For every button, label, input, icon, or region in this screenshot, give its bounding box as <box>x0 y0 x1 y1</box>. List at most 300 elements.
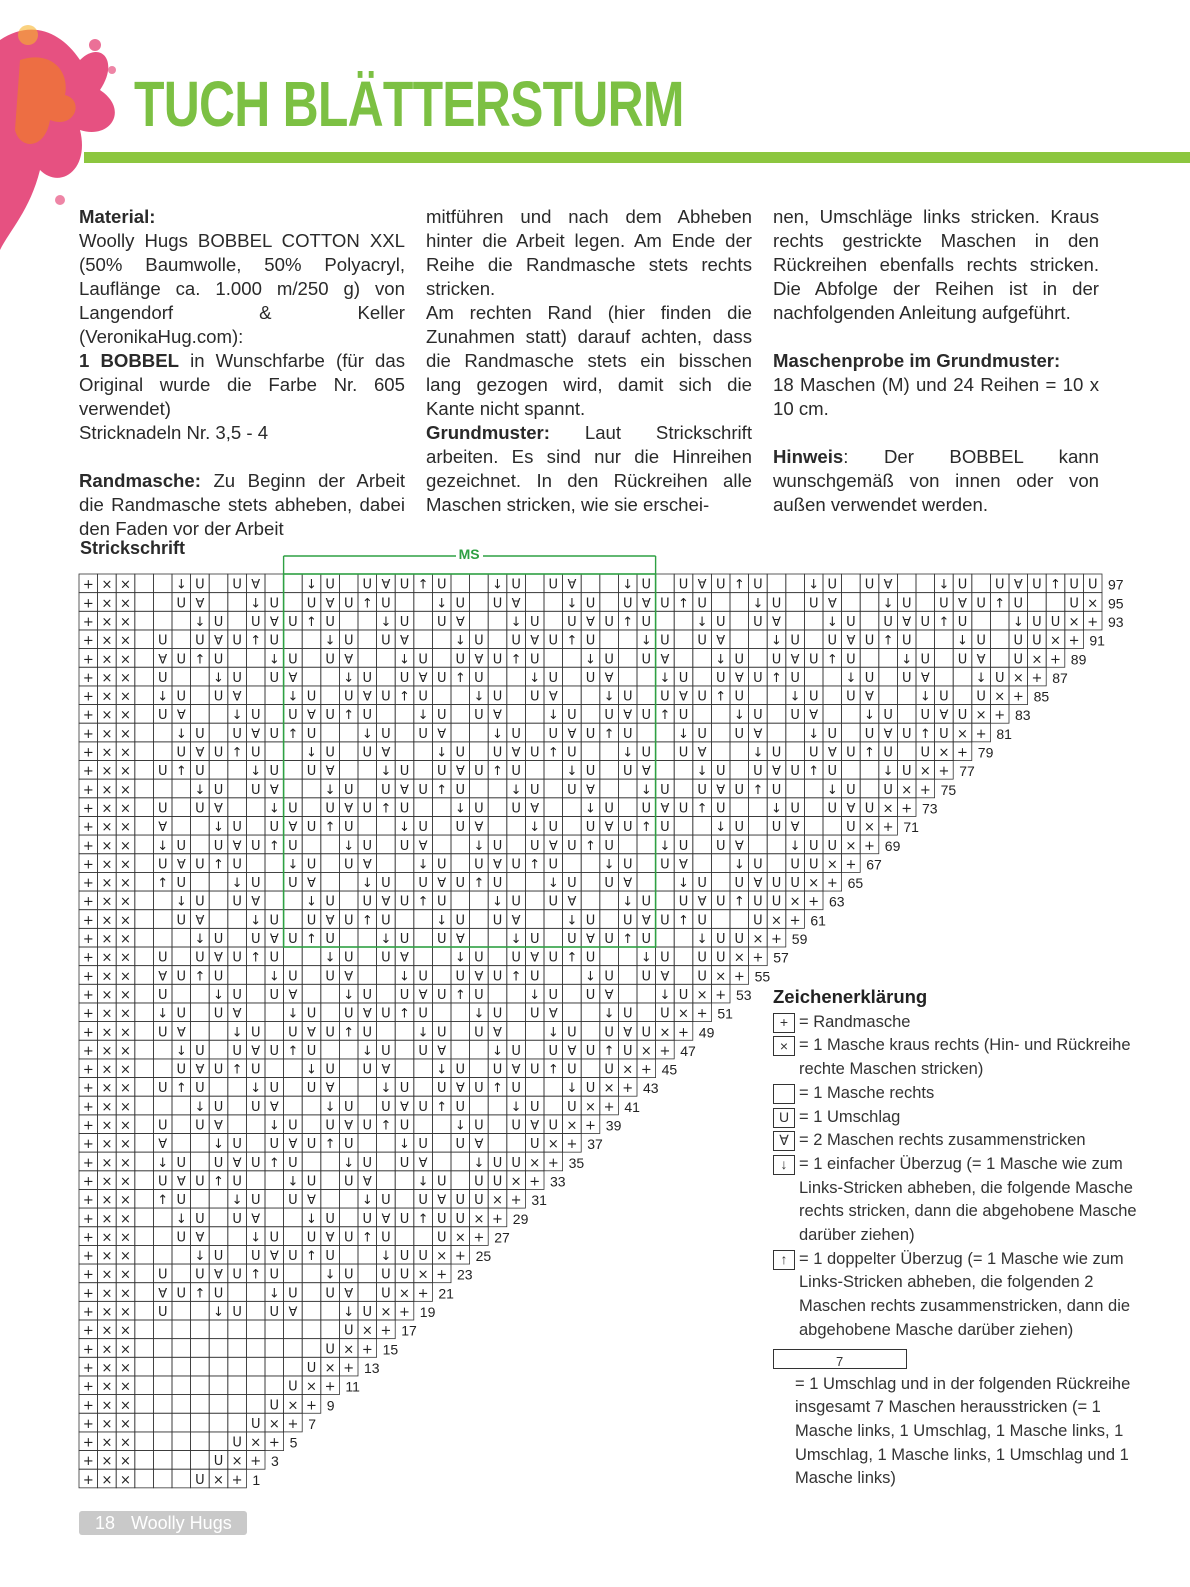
chart-symbol: U <box>269 764 280 780</box>
chart-symbol: ↓ <box>417 708 429 724</box>
chart-cell <box>265 1320 284 1339</box>
chart-symbol: U <box>343 1267 354 1283</box>
chart-cell <box>153 928 172 947</box>
chart-cell <box>209 1022 228 1041</box>
chart-symbol: U <box>492 1062 503 1078</box>
chart-symbol: + <box>82 1267 94 1283</box>
row-number: 15 <box>382 1341 399 1358</box>
chart-symbol: U <box>381 950 391 966</box>
chart-symbol: × <box>120 1360 131 1376</box>
chart-symbol: + <box>82 1155 94 1171</box>
chart-symbol: U <box>325 1062 335 1078</box>
chart-cell <box>414 630 433 649</box>
chart-symbol: × <box>585 1099 596 1115</box>
chart-cell <box>172 1357 191 1376</box>
chart-symbol: U <box>213 1249 224 1265</box>
chart-symbol: U <box>455 745 466 761</box>
chart-cell <box>302 1339 321 1358</box>
chart-symbol: U <box>436 894 447 910</box>
chart-symbol: ∀ <box>734 670 744 686</box>
chart-symbol: + <box>82 876 94 892</box>
chart-symbol: U <box>250 745 261 761</box>
chart-symbol: U <box>288 614 298 630</box>
chart-symbol: U <box>753 913 763 929</box>
chart-cell <box>191 1189 210 1208</box>
chart-symbol: U <box>288 1155 298 1171</box>
chart-cell <box>284 593 303 612</box>
chart-cell <box>135 1022 154 1041</box>
chart-symbol: ↓ <box>324 633 336 649</box>
chart-symbol: × <box>120 1211 131 1227</box>
chart-symbol: U <box>157 670 168 686</box>
chart-symbol: ↑ <box>157 876 169 892</box>
chart-symbol: ∀ <box>176 1025 186 1041</box>
chart-cell <box>544 1096 563 1115</box>
chart-cell <box>135 1432 154 1451</box>
chart-symbol: + <box>82 1174 94 1190</box>
chart-symbol: ↑ <box>547 745 559 761</box>
chart-symbol: ↓ <box>417 857 429 873</box>
chart-cell <box>600 593 619 612</box>
chart-symbol: × <box>994 689 1006 705</box>
chart-symbol: U <box>455 782 466 798</box>
chart-cell <box>823 686 842 705</box>
chart-symbol: U <box>195 577 205 593</box>
chart-symbol: × <box>101 932 113 947</box>
chart-cell <box>284 891 303 910</box>
chart-symbol: U <box>771 782 782 798</box>
chart-symbol: U <box>250 1099 261 1115</box>
chart-symbol: ↓ <box>547 708 559 724</box>
chart-symbol: ↓ <box>566 913 578 929</box>
chart-cell <box>377 705 396 724</box>
chart-symbol: ∀ <box>214 950 223 966</box>
chart-symbol: U <box>250 876 261 892</box>
chart-symbol: U <box>864 577 875 593</box>
chart-symbol: ∀ <box>530 801 540 817</box>
chart-symbol: + <box>82 689 94 705</box>
chart-symbol: ↓ <box>361 1193 373 1209</box>
chart-cell <box>656 723 675 742</box>
chart-cell <box>842 723 861 742</box>
chart-symbol: U <box>176 1193 187 1209</box>
chart-cell <box>1028 593 1047 612</box>
chart-symbol: ↑ <box>938 614 950 630</box>
chart-cell <box>284 1320 303 1339</box>
chart-cell <box>209 1208 228 1227</box>
chart-cell <box>228 1413 247 1432</box>
chart-symbol: × <box>120 1043 131 1059</box>
col3-cont: nen, Umschläge links stricken. Kraus rechts gestrickte Maschen in den Rückreihen ebenfalls rechts stricken. Die Abfolge der Reihen ist in der nachfolgenden Anleitung aufgeführt. <box>773 206 1099 323</box>
chart-symbol: ∀ <box>567 726 577 742</box>
chart-symbol: U <box>455 876 466 892</box>
chart-symbol: × <box>120 689 131 705</box>
chart-symbol: ↓ <box>287 1174 299 1190</box>
chart-cell <box>135 686 154 705</box>
chart-cell <box>842 761 861 780</box>
chart-symbol: U <box>176 745 187 761</box>
chart-symbol: × <box>361 1323 373 1339</box>
chart-symbol: U <box>511 894 521 910</box>
chart-cell <box>432 798 451 817</box>
chart-symbol: × <box>1031 652 1043 668</box>
chart-symbol: + <box>82 1025 94 1041</box>
chart-symbol: ↑ <box>250 1267 262 1283</box>
chart-symbol: U <box>418 782 428 798</box>
chart-symbol: U <box>492 652 503 668</box>
chart-symbol: U <box>790 708 800 724</box>
chart-symbol: × <box>901 782 913 798</box>
chart-cell <box>786 742 805 761</box>
chart-cell <box>544 966 563 985</box>
chart-symbol: + <box>250 1454 262 1470</box>
chart-symbol: U <box>585 987 596 1003</box>
chart-symbol: U <box>697 876 707 892</box>
chart-symbol: × <box>101 1454 113 1470</box>
chart-symbol: ↑ <box>566 633 578 649</box>
chart-cell <box>786 593 805 612</box>
chart-symbol: ↓ <box>268 801 280 817</box>
chart-cell <box>135 984 154 1003</box>
chart-cell <box>246 1003 265 1022</box>
chart-symbol: ↓ <box>510 614 522 630</box>
chart-symbol: ∀ <box>214 801 223 817</box>
chart-symbol: + <box>380 1323 392 1339</box>
chart-cell <box>935 630 954 649</box>
chart-symbol: ↓ <box>213 820 224 836</box>
chart-symbol: U <box>641 745 652 761</box>
chart-symbol: U <box>157 1305 168 1320</box>
chart-cell <box>656 742 675 761</box>
chart-symbol: U <box>176 1286 187 1302</box>
chart-cell <box>135 1096 154 1115</box>
chart-symbol: U <box>325 614 335 630</box>
chart-symbol: U <box>492 876 503 892</box>
chart-symbol: + <box>938 764 950 780</box>
chart-cell <box>581 1059 600 1078</box>
chart-symbol: × <box>120 1286 131 1302</box>
chart-cell <box>172 1115 191 1134</box>
legend-symbol <box>773 1084 795 1104</box>
chart-symbol: × <box>101 1081 113 1097</box>
chart-cell <box>321 1171 340 1190</box>
chart-symbol: U <box>511 801 521 817</box>
chart-symbol: U <box>920 652 931 668</box>
chart-symbol: ↓ <box>473 689 485 705</box>
chart-cell <box>321 984 340 1003</box>
chart-symbol: U <box>343 1323 354 1339</box>
chart-symbol: U <box>213 1006 224 1022</box>
chart-cell <box>451 1040 470 1059</box>
chart-cell <box>730 593 749 612</box>
chart-symbol: U <box>474 670 484 686</box>
chart-cell <box>525 574 544 593</box>
chart-symbol: U <box>455 913 466 929</box>
legend-item <box>773 1034 1153 1081</box>
chart-cell <box>414 611 433 630</box>
chart-symbol: ↓ <box>157 1155 169 1171</box>
chart-symbol: ∀ <box>251 726 261 742</box>
row-number: 91 <box>1089 632 1105 649</box>
chart-symbol: ↑ <box>436 782 448 798</box>
chart-symbol: U <box>474 1025 484 1041</box>
chart-symbol: ↓ <box>510 932 522 947</box>
chart-symbol: ↓ <box>268 969 280 985</box>
chart-symbol: ↓ <box>287 689 299 705</box>
chart-symbol: × <box>120 1398 131 1414</box>
chart-symbol: U <box>511 577 521 593</box>
chart-symbol: U <box>325 1286 335 1302</box>
chart-cell <box>135 574 154 593</box>
chart-symbol: U <box>920 614 931 630</box>
chart-cell <box>153 723 172 742</box>
chart-symbol: + <box>82 857 94 873</box>
chart-cell <box>209 1413 228 1432</box>
chart-symbol: U <box>306 596 317 612</box>
chart-symbol: ∀ <box>418 838 428 854</box>
chart-symbol: × <box>101 1398 113 1414</box>
chart-cell <box>284 1096 303 1115</box>
chart-symbol: + <box>882 820 894 836</box>
chart-cell <box>172 611 191 630</box>
chart-symbol: U <box>697 782 707 798</box>
chart-cell <box>395 910 414 929</box>
chart-cell <box>339 891 358 910</box>
chart-symbol: ↓ <box>250 913 262 929</box>
chart-symbol: U <box>306 857 317 873</box>
chart-symbol: U <box>771 820 782 836</box>
chart-symbol: × <box>120 820 131 836</box>
legend-symbol: + <box>773 1013 795 1033</box>
chart-cell <box>618 630 637 649</box>
chart-symbol: × <box>399 1286 410 1302</box>
chart-symbol: U <box>567 614 577 630</box>
chart-symbol: U <box>548 726 559 742</box>
chart-cell <box>265 1339 284 1358</box>
chart-symbol: ↓ <box>343 987 355 1003</box>
chart-symbol: U <box>213 782 224 798</box>
chart-cell <box>135 966 154 985</box>
chart-cell <box>488 816 507 835</box>
chart-symbol: + <box>82 1043 94 1059</box>
chart-symbol: × <box>101 670 113 686</box>
right-edge-text: Am rechten Rand (hier finden die Zunahmen statt) darauf achten, dass die Randmasche stets ein bisschen lang gezogen wird, damit sich die Kante nicht spannt. <box>426 302 752 419</box>
chart-cell <box>228 1096 247 1115</box>
chart-symbol: × <box>120 577 131 593</box>
chart-symbol: U <box>436 577 447 593</box>
chart-symbol: U <box>790 670 800 686</box>
chart-cell <box>563 1003 582 1022</box>
chart-symbol: × <box>120 1305 131 1320</box>
chart-symbol: ∀ <box>307 876 316 892</box>
chart-symbol: ↓ <box>268 1118 280 1134</box>
chart-cell <box>228 611 247 630</box>
chart-cell <box>302 1152 321 1171</box>
footer-brand: Woolly Hugs <box>131 1513 232 1533</box>
chart-symbol: U <box>1013 596 1024 612</box>
chart-symbol: × <box>101 1267 113 1283</box>
chart-cell <box>228 1115 247 1134</box>
chart-symbol: ↓ <box>399 820 410 836</box>
chart-cell <box>284 630 303 649</box>
chart-symbol: ↑ <box>175 764 187 780</box>
chart-symbol: + <box>529 1174 541 1190</box>
chart-cell <box>916 574 935 593</box>
chart-symbol: ↑ <box>510 652 522 668</box>
chart-symbol: ↑ <box>324 820 336 836</box>
chart-symbol: ↓ <box>306 577 317 593</box>
chart-symbol: ↓ <box>380 932 392 947</box>
chart-symbol: + <box>826 876 838 892</box>
chart-symbol: + <box>82 1360 94 1376</box>
chart-symbol: × <box>436 1249 448 1265</box>
chart-symbol: ∀ <box>307 1193 316 1209</box>
chart-symbol: U <box>585 820 596 836</box>
chart-symbol: ↓ <box>194 782 206 798</box>
row-number: 53 <box>736 986 752 1003</box>
chart-cell <box>618 667 637 686</box>
chart-symbol: U <box>399 1249 410 1265</box>
chart-cell <box>563 966 582 985</box>
chart-symbol: ∀ <box>772 764 781 780</box>
chart-cell <box>544 910 563 929</box>
chart-cell <box>135 593 154 612</box>
chart-symbol: ↓ <box>157 838 169 854</box>
chart-symbol: U <box>381 1006 391 1022</box>
chart-cell <box>172 1320 191 1339</box>
chart-symbol: U <box>567 838 577 854</box>
chart-symbol: U <box>957 708 968 724</box>
chart-symbol: ↓ <box>175 577 187 593</box>
chart-cell <box>451 1003 470 1022</box>
chart-symbol: ∀ <box>344 969 354 985</box>
bobbel-label: 1 BOBBEL <box>79 350 179 371</box>
chart-cell <box>265 1208 284 1227</box>
chart-symbol: U <box>604 614 614 630</box>
chart-symbol: ∀ <box>474 820 484 836</box>
chart-symbol: × <box>510 1174 522 1190</box>
chart-symbol: ∀ <box>586 614 595 630</box>
chart-cell <box>153 611 172 630</box>
chart-symbol: U <box>641 577 652 593</box>
chart-symbol: U <box>306 1006 317 1022</box>
chart-symbol: U <box>846 782 856 798</box>
chart-cell <box>172 630 191 649</box>
chart-cell <box>246 1357 265 1376</box>
chart-cell <box>600 574 619 593</box>
chart-symbol: ↑ <box>659 708 671 724</box>
chart-symbol: ∀ <box>697 745 707 761</box>
chart-symbol: × <box>101 950 113 966</box>
chart-symbol: × <box>101 820 113 836</box>
chart-cell <box>358 761 377 780</box>
chart-cell <box>693 649 712 668</box>
chart-cell <box>135 1283 154 1302</box>
chart-symbol: ∀ <box>493 1025 502 1041</box>
chart-symbol: U <box>734 876 745 892</box>
chart-symbol: × <box>120 950 131 966</box>
chart-symbol: ∀ <box>604 670 614 686</box>
chart-symbol: ↓ <box>287 857 299 873</box>
row-number: 29 <box>512 1210 529 1227</box>
chart-symbol: U <box>399 1155 410 1171</box>
chart-symbol: U <box>343 1174 354 1190</box>
chart-symbol: ∀ <box>567 894 577 910</box>
chart-symbol: × <box>120 1267 131 1283</box>
chart-symbol: U <box>697 726 707 742</box>
chart-cell <box>302 779 321 798</box>
chart-symbol: U <box>567 932 577 947</box>
chart-symbol: ↑ <box>733 894 745 910</box>
chart-cell <box>563 984 582 1003</box>
chart-cell <box>172 1469 191 1488</box>
chart-symbol: ∀ <box>697 894 707 910</box>
chart-cell <box>563 649 582 668</box>
chart-symbol: ↓ <box>826 782 838 798</box>
chart-symbol: ↑ <box>175 1081 187 1097</box>
chart-symbol: U <box>864 633 875 649</box>
chart-symbol: ↑ <box>622 932 634 947</box>
chart-cell <box>339 1078 358 1097</box>
chart-symbol: × <box>120 764 131 780</box>
chart-cell <box>191 1320 210 1339</box>
chart-cell <box>767 686 786 705</box>
chart-symbol: × <box>882 801 894 817</box>
chart-cell <box>246 1171 265 1190</box>
chart-symbol: U <box>585 633 596 649</box>
chart-cell <box>135 1078 154 1097</box>
row-number: 51 <box>717 1005 733 1022</box>
chart-symbol: U <box>343 1006 354 1022</box>
chart-cell <box>339 1245 358 1264</box>
chart-cell <box>377 1152 396 1171</box>
chart-symbol: U <box>381 1193 391 1209</box>
chart-symbol: U <box>474 801 484 817</box>
chart-symbol: U <box>269 987 280 1003</box>
chart-cell <box>172 1096 191 1115</box>
chart-symbol: U <box>250 1193 261 1209</box>
chart-symbol: + <box>845 857 857 873</box>
chart-symbol: U <box>288 1286 298 1302</box>
chart-symbol: ∀ <box>530 633 540 649</box>
chart-cell <box>544 649 563 668</box>
chart-symbol: ∀ <box>660 969 670 985</box>
chart-symbol: × <box>120 857 131 873</box>
chart-cell <box>432 947 451 966</box>
randmasche-text: Zu Beginn der Arbeit die Randmasche stets abheben, dabei den Faden vor der Arbeit <box>79 470 405 539</box>
chart-symbol: U <box>343 820 354 836</box>
chart-cell <box>451 1171 470 1190</box>
chart-symbol: U <box>195 1043 205 1059</box>
chart-cell <box>284 574 303 593</box>
chart-symbol: × <box>101 913 113 929</box>
chart-symbol: ↓ <box>808 726 820 742</box>
chart-symbol: U <box>306 913 317 929</box>
row-number: 11 <box>345 1378 360 1395</box>
chart-symbol: U <box>511 857 521 873</box>
chart-cell <box>451 686 470 705</box>
chart-symbol: U <box>585 596 596 612</box>
legend-symbol: × <box>773 1036 795 1056</box>
chart-symbol: U <box>994 670 1005 686</box>
chart-symbol: × <box>120 969 131 985</box>
chart-symbol: U <box>939 596 949 612</box>
chart-cell <box>265 1003 284 1022</box>
legend-item <box>773 1248 1153 1343</box>
chart-cell <box>730 910 749 929</box>
chart-cell <box>377 1022 396 1041</box>
chart-symbol: U <box>660 913 670 929</box>
